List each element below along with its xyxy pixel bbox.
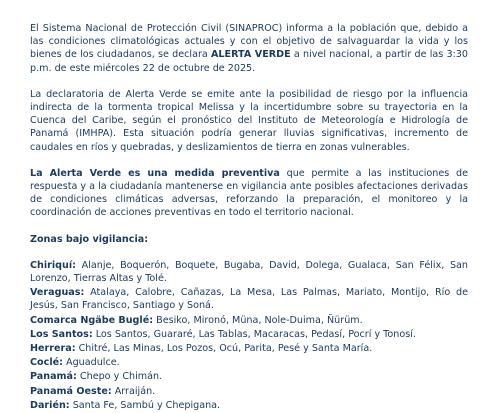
zone-places: Alanje, Boquerón, Boquete, Bugaba, David, Dolega, Gualaca, San Félix, San Lorenzo, Tierras Altas y Tolé.: [30, 259, 468, 285]
preventive-lead: La Alerta Verde es una medida preventiva: [30, 167, 280, 179]
zone-item-darien: [30, 399, 468, 412]
zone-item-herrera: [30, 342, 468, 355]
intro-text: El Sistema Nacional de Protección Civil (SINAPROC) informa a la población que, debido a las condiciones climatológicas actuales y con el objetivo de salvaguardar la vida y los bienes de los ciudadanos, se declara: [30, 23, 468, 61]
zone-item-panama-oeste: [30, 385, 468, 398]
zone-places: Chitré, Las Minas, Los Pozos, Ocú, Parita, Pesé y Santa María.: [75, 343, 373, 355]
zone-places: Los Santos, Guararé, Las Tablas, Macaracas, Pedasí, Pocrí y Tonosí.: [92, 328, 416, 340]
zones-heading: Zonas bajo vigilancia:: [30, 233, 149, 245]
zones-list: [30, 259, 468, 412]
zone-item-panama: [30, 370, 468, 383]
zone-name: Veraguas:: [30, 287, 85, 299]
zone-name: Darién:: [30, 399, 70, 411]
zone-name: Panamá Oeste:: [30, 385, 112, 397]
zone-places: Chepo y Chimán.: [76, 371, 163, 383]
zone-item-veraguas: [30, 286, 468, 312]
zone-name: Chiriquí:: [30, 259, 77, 271]
alert-level: ALERTA VERDE: [211, 49, 291, 61]
zone-name: Panamá:: [30, 371, 77, 383]
zone-item-cocle: [30, 356, 468, 369]
zone-name: Comarca Ngäbe Buglé:: [30, 314, 154, 326]
alert-bulletin: [30, 22, 468, 413]
zone-item-los-santos: [30, 328, 468, 341]
preventive-text: que permite a las instituciones de respuesta y a la ciudadanía mantenerse en vigilancia ante posibles afectaciones derivadas de condiciones climáticas adversas, reforzando la preparación, el monitoreo y la coordinación de acciones preventivas en todo el territorio nacional.: [30, 167, 468, 219]
zone-places: Arraiján.: [111, 385, 156, 397]
zone-places: Besiko, Mironó, Müna, Nole-Duima, Ñürüm.: [153, 314, 363, 326]
zone-name: Herrera:: [30, 343, 76, 355]
zone-item-ngabe-bugle: [30, 314, 468, 327]
zone-places: Aguadulce.: [62, 357, 120, 369]
zone-places: Atalaya, Calobre, Cañazas, La Mesa, Las Palmas, Mariato, Montijo, Río de Jesús, San Francisco, Santiago y Soná.: [30, 287, 468, 312]
zone-item-chiriqui: [30, 259, 468, 285]
intro-date-text: a nivel nacional, a partir de las 3:30 p.m. de este miércoles 22 de octubre de 2025.: [30, 49, 469, 74]
zone-name: Coclé:: [30, 357, 63, 369]
zone-places: Santa Fe, Sambú y Chepigana.: [69, 399, 221, 411]
zone-name: Los Santos:: [30, 328, 93, 340]
preventive-paragraph: [30, 167, 468, 220]
intro-paragraph: [30, 22, 468, 75]
context-paragraph: La declaratoria de Alerta Verde se emite ante la posibilidad de riesgo por la influencia indirecta de la tormenta tropical Melissa y la incertidumbre sobre su trayectoria en la Cuenca del Caribe, según el pronóstico del Instituto de Meteorología e Hidrología de Panamá (IMHPA). Esta situación podría generar lluvias significativas, incremento de caudales en ríos y quebradas, y deslizamientos de tierra en zonas vulnerables.: [30, 88, 468, 153]
